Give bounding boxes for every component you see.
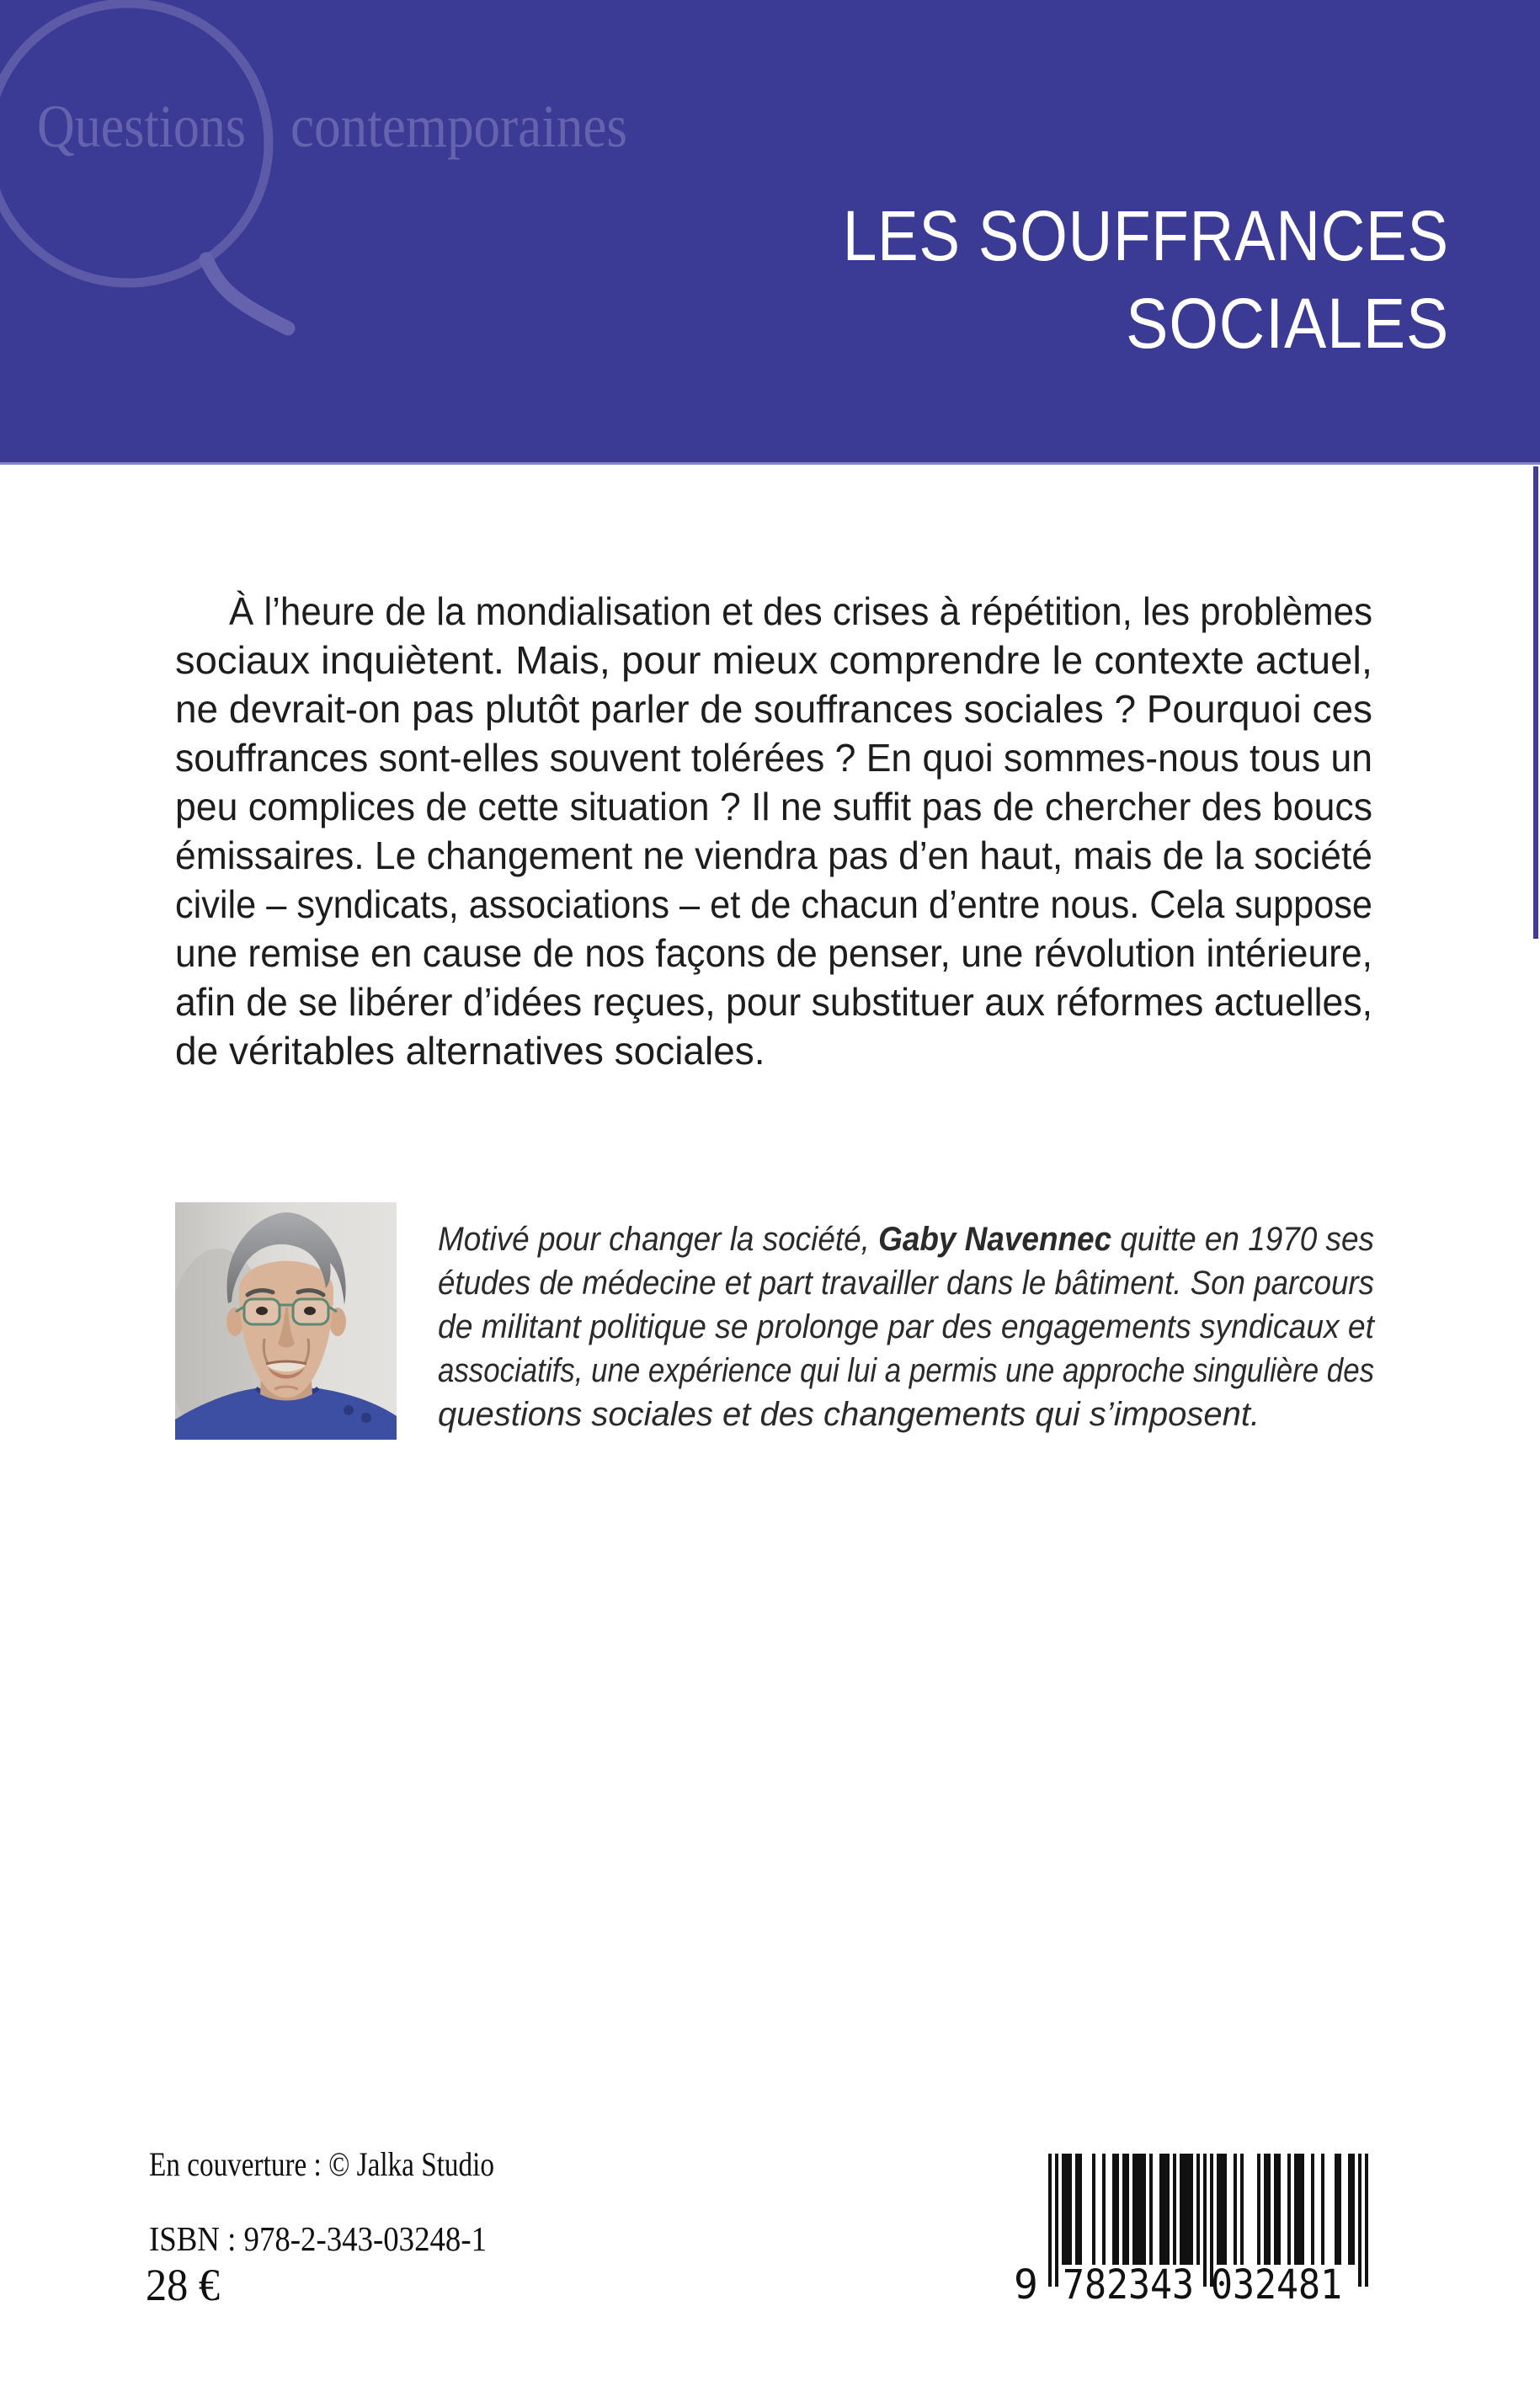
synopsis-text: souffrances sont-elles souvent tolérées ? En quoi sommes-nous tous un: [175, 736, 1372, 780]
synopsis-line: [175, 587, 1372, 636]
cover-credit-text: En couverture : © Jalka Studio: [149, 2145, 494, 2183]
isbn-text: ISBN : 978-2-343-03248-1: [149, 2219, 487, 2258]
author-photo: [175, 1202, 397, 1440]
barcode-digit-first: 9: [1014, 2261, 1038, 2307]
synopsis-text: peu complices de cette situation ? Il ne suffit pas de chercher des boucs: [175, 785, 1372, 828]
author-name: Gaby Navennec: [878, 1221, 1112, 1258]
synopsis-line: [175, 880, 1372, 929]
synopsis-line: [175, 929, 1372, 977]
synopsis-line: [175, 684, 1372, 733]
collection-word-questions: Questions: [37, 93, 246, 160]
synopsis-text: civile – syndicats, associations – et de chacun d’entre nous. Cela suppose: [175, 882, 1372, 926]
collection-word-contemporaines: contemporaines: [290, 93, 627, 160]
bio-line: [438, 1305, 1374, 1349]
synopsis-line: [175, 831, 1372, 880]
cover-credit: [149, 2145, 565, 2183]
synopsis-line: [175, 636, 1372, 684]
bio-text: [438, 1217, 1374, 1261]
bio-text: Motivé pour changer la société,: [438, 1221, 879, 1258]
author-bio: [438, 1217, 1374, 1436]
bio-text: questions sociales et des changements qui s’imposent.: [438, 1396, 1260, 1433]
bio-line: [438, 1393, 1374, 1436]
banner: [0, 0, 1540, 465]
book-title-line2: SOCIALES: [1126, 284, 1449, 364]
bio-text: quitte en 1970 ses: [1111, 1221, 1374, 1258]
book-title: [749, 192, 1449, 367]
collection-name: [0, 93, 1540, 163]
spine-accent-strip: [1533, 466, 1538, 939]
synopsis-line: [175, 1026, 1372, 1075]
barcode-digits-right: 032481: [1211, 2261, 1342, 2307]
synopsis-text: À l’heure de la mondialisation et des crises à répétition, les problèmes: [229, 589, 1372, 633]
synopsis-text: afin de se libérer d’idées reçues, pour substituer aux réformes actuelles,: [175, 980, 1372, 1024]
bio-text: de militant politique se prolonge par des engagements syndicaux et: [438, 1308, 1374, 1345]
synopsis-text: émissaires. Le changement ne viendra pas d’en haut, mais de la société: [175, 834, 1372, 877]
synopsis-line: [175, 733, 1372, 782]
synopsis-line: [175, 782, 1372, 831]
book-title-line1: LES SOUFFRANCES: [843, 196, 1449, 276]
bio-text: associatifs, une expérience qui lui a permis une approche singulière des: [438, 1352, 1374, 1389]
barcode-digits-left: 782343: [1063, 2261, 1194, 2307]
synopsis-text: ne devrait-on pas plutôt parler de souffrances sociales ? Pourquoi ces: [175, 687, 1372, 731]
synopsis-line: [175, 977, 1372, 1026]
bio-line: [438, 1261, 1374, 1305]
price: [146, 2262, 226, 2308]
bio-text: études de médecine et part travailler dans le bâtiment. Son parcours: [438, 1265, 1374, 1302]
price-text: 28 €: [146, 2260, 220, 2310]
synopsis-text: une remise en cause de nos façons de penser, une révolution intérieure,: [175, 931, 1372, 975]
isbn: [149, 2219, 525, 2258]
bio-line: [438, 1349, 1374, 1393]
synopsis-text: de véritables alternatives sociales.: [175, 1029, 765, 1073]
q-collection-logo-icon: [0, 0, 354, 462]
ean13-barcode: [1007, 2147, 1372, 2307]
synopsis-text: sociaux inquiètent. Mais, pour mieux comprendre le contexte actuel,: [175, 638, 1372, 682]
bio-line: [438, 1217, 1374, 1261]
synopsis-paragraph: [175, 587, 1372, 1075]
